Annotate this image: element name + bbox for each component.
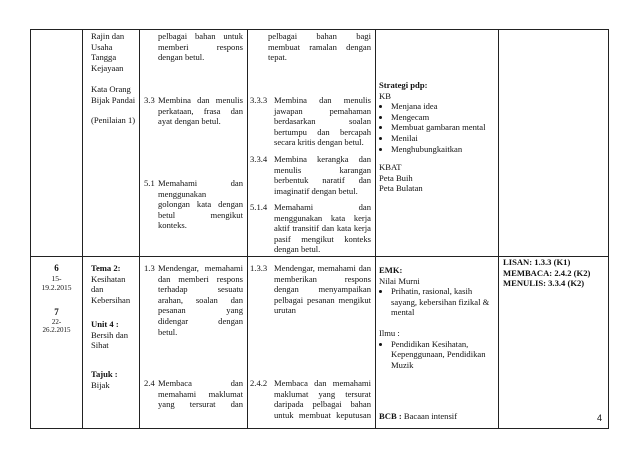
text-line: Usaha [91, 41, 113, 52]
text-line: untuk membuat keputusan [274, 409, 371, 420]
unit-heading: Unit 4 : [91, 319, 119, 329]
text-line: Tangga [91, 52, 117, 63]
list-item: • Menilai [391, 133, 495, 144]
week-cell [31, 30, 83, 257]
standard-number: 5.1.4 [250, 202, 268, 212]
table-row [31, 30, 609, 257]
list-item: • Menjana idea [391, 101, 495, 112]
text-line: Kata Orang [91, 84, 131, 94]
text-line: dengan betul. [158, 52, 205, 63]
list-item: • Prihatin, rasional, kasih sayang, kebersihan fizikal & mental [391, 286, 495, 318]
text-line: konteks. [158, 220, 187, 231]
text-line: perkataan, frasa dan [158, 105, 243, 116]
standard-pembelajaran-cell [248, 257, 376, 429]
ilmu-heading: Ilmu : [379, 327, 400, 338]
text-line: pasif mengikut konteks [274, 233, 371, 244]
text-line: maklumat yang tersurat [274, 388, 371, 399]
list-item: • Membuat gambaran mental [391, 122, 495, 133]
text-line: Kejayaan [91, 62, 124, 73]
assessment-cell [499, 257, 609, 429]
standard-kandungan-cell [140, 30, 248, 257]
text-line: pelbagai pesanan mengikut [274, 294, 371, 305]
assessment-line: LISAN: 1.3.3 (K1) [503, 257, 571, 267]
table-row [31, 257, 609, 429]
list-item: • Mengecam [391, 112, 495, 123]
text-line: Memahami dan [274, 202, 371, 212]
text-line: terhadap sesuatu [158, 284, 243, 295]
text-line: urutan [274, 305, 296, 316]
tema-heading: Tema 2: [91, 263, 121, 273]
text-line: Membina kerangka dan [274, 154, 371, 164]
text-line: memahami maklumat [158, 388, 243, 399]
text-line: membuat ramalan dengan [268, 41, 371, 52]
emk-heading: EMK: [379, 265, 403, 275]
standard-number: 1.3.3 [250, 263, 268, 273]
standard-number: 3.3.3 [250, 95, 268, 105]
text-line: Kebersihan [91, 294, 131, 305]
standard-pembelajaran-cell [248, 30, 376, 257]
bcb-value: Bacaan intensif [403, 411, 458, 421]
date-line: 15- [51, 273, 62, 283]
text-line: Rajin dan [91, 31, 125, 41]
date-line: 22- [51, 317, 62, 326]
text-line: Memahami dan [158, 178, 243, 188]
text-line: tepat. [268, 52, 287, 63]
text-line: dan [91, 284, 104, 295]
bcb-label: BCB : [379, 411, 402, 421]
text-line: Bersih dan [91, 329, 128, 340]
text-line: pesanan yang [158, 305, 243, 316]
tajuk-heading: Tajuk : [91, 369, 118, 379]
standard-number: 1.3 [144, 263, 155, 273]
text-line: Kesihatan [91, 273, 126, 284]
text-line: imaginatif dengan betul. [274, 185, 358, 196]
text-line: dengan menyampaikan [274, 284, 371, 295]
text-line: bertumpu dan bercapah [274, 126, 371, 137]
assessment-cell [499, 30, 609, 257]
standard-kandungan-cell [140, 257, 248, 429]
assessment-line: MENULIS: 3.3.4 (K2) [503, 278, 585, 289]
text-line: berdasarkan soalan [274, 116, 371, 127]
date-line: 19.2.2015 [41, 282, 72, 292]
text-line: Mendengar, memahami dan [274, 263, 371, 273]
text-line: jawapan pemahaman [274, 105, 371, 116]
list-item: • Pendidikan Kesihatan, Kepenggunaan, Pendidikan Muzik [391, 339, 495, 371]
text-line: pelbagai bahan bagi [268, 31, 371, 41]
text-line: dan memberi respons [158, 273, 243, 284]
text-line: Sihat [91, 340, 109, 351]
strategy-cell [376, 257, 499, 429]
text-line: Membina dan menulis [274, 95, 371, 105]
text-line: memberikan respons [274, 273, 371, 284]
text-line: menulis karangan [274, 164, 371, 175]
week-number: 6 [54, 263, 59, 273]
text-line: Mendengar, memahami [158, 263, 243, 273]
page-number: 4 [597, 413, 603, 423]
kbat-heading: KBAT [379, 162, 402, 173]
text-line: Peta Buih [379, 172, 413, 183]
text-line: Membaca dan memahami [274, 378, 371, 388]
text-line: dengan betul. [274, 244, 321, 255]
text-line: daripada pelbagai bahan [274, 399, 371, 410]
text-line: Bijak [91, 379, 110, 390]
theme-cell [83, 30, 140, 257]
text-line: golongan kata dengan [158, 199, 243, 210]
text-line: arahan, soalan dan [158, 294, 243, 305]
text-line: menggunakan kata kerja [274, 212, 371, 223]
standard-number: 2.4.2 [250, 378, 268, 388]
text-line: yang tersurat dan [158, 399, 243, 410]
text-line: Membaca dan [158, 378, 243, 388]
text-line: Peta Bulatan [379, 183, 423, 194]
text-line: (Penilaian 1) [91, 115, 136, 125]
text-line: memberi respons [158, 41, 243, 52]
date-line: 26.2.2015 [42, 326, 71, 335]
week-number: 7 [54, 307, 59, 317]
week-cell [31, 257, 83, 429]
nilai-heading: Nilai Murni [379, 275, 420, 286]
text-line: menggunakan [158, 188, 207, 199]
list-item: • Menghubungkaitkan [391, 144, 495, 155]
assessment-line: MEMBACA: 2.4.2 (K2) [503, 267, 591, 278]
standard-number: 2.4 [144, 378, 155, 388]
standard-number: 3.3 [144, 95, 155, 105]
text-line: aktif transitif dan kata kerja [274, 223, 371, 234]
theme-cell [83, 257, 140, 429]
text-line: didengar dengan [158, 315, 243, 326]
standard-number: 3.3.4 [250, 154, 268, 164]
text-line: berbentuk naratif dan [274, 175, 371, 186]
text-line: betul mengikut [158, 209, 243, 220]
strategy-cell [376, 30, 499, 257]
text-line: betul. [158, 326, 178, 337]
text-line: secara kritis dengan betul. [274, 137, 364, 148]
lesson-plan-table [30, 29, 609, 429]
standard-number: 5.1 [144, 178, 155, 188]
text-line: pelbagai bahan untuk [158, 31, 243, 41]
strategy-heading: Strategi pdp: [379, 80, 428, 90]
text-line: Bijak Pandai [91, 94, 136, 105]
text-line: Membina dan menulis [158, 95, 243, 105]
kb-heading: KB [379, 90, 391, 101]
text-line: ayat dengan betul. [158, 116, 221, 127]
